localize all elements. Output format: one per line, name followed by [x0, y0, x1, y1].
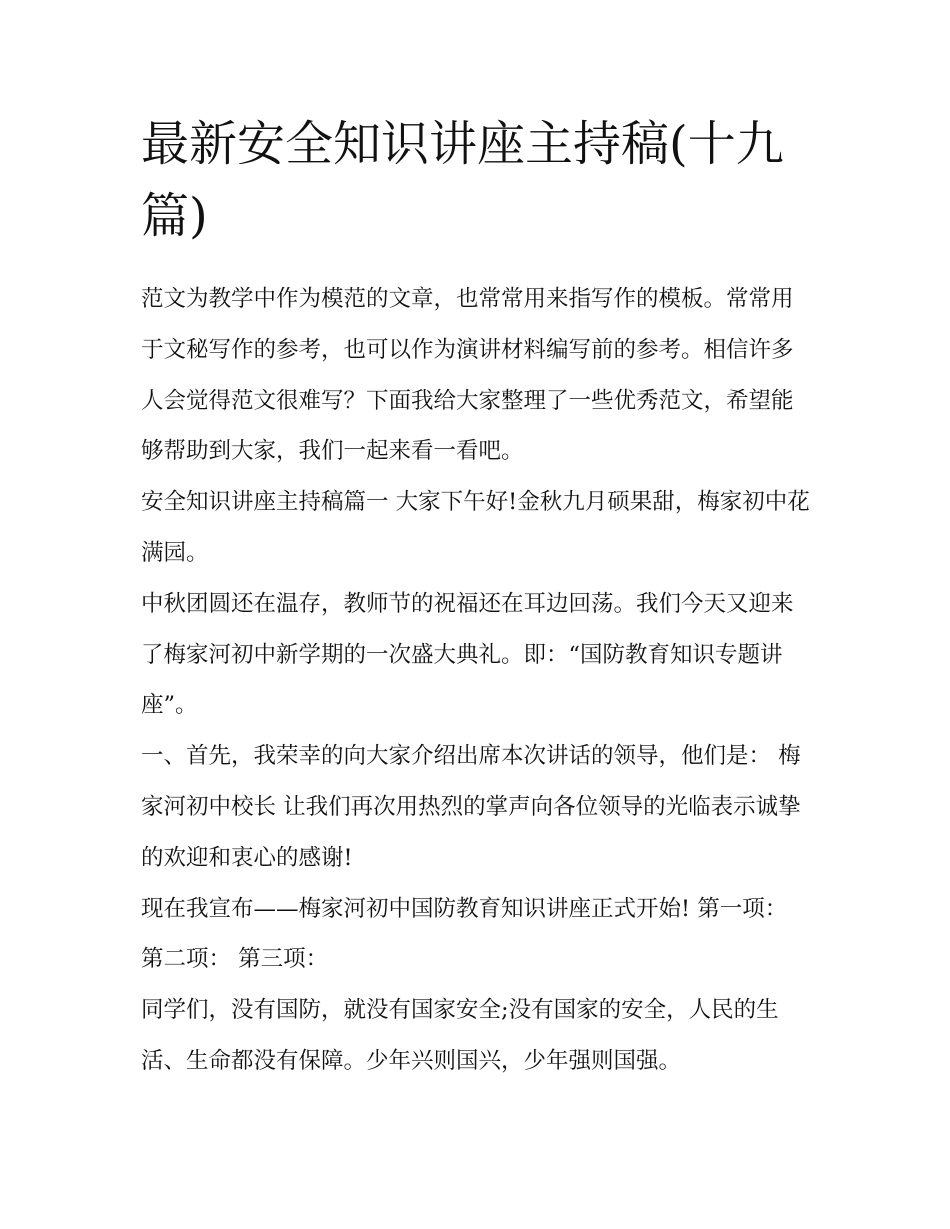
paragraph-greeting: 安全知识讲座主持稿篇一 大家下午好!金秋九月硕果甜，梅家初中花满园。 [141, 489, 810, 566]
document-title: 最新安全知识讲座主持稿(十九篇) [141, 116, 784, 244]
paragraph-occasion: 中秋团圆还在温存，教师节的祝福还在耳边回荡。我们今天又迎来了梅家河初中新学期的一次盛大典礼。即：“国防教育知识专题讲座”。 [141, 590, 794, 719]
paragraph-announcement: 现在我宣布——梅家河初中国防教育知识讲座正式开始! 第一项： 第二项： 第三项： [141, 895, 788, 973]
paragraph-national-defense: 同学们，没有国防，就没有国家安全;没有国家的安全，人民的生活、生命都没有保障。少年兴则国兴，少年强则国强。 [141, 997, 779, 1074]
paragraph-intro: 范文为教学中作为模范的文章，也常常用来指写作的模板。常常用于文秘写作的参考，也可以作为演讲材料编写前的参考。相信许多人会觉得范文很难写？下面我给大家整理了一些优秀范文，希望能够帮助到大家，我们一起来看一看吧。 [141, 286, 794, 465]
paragraph-introduce-leaders: 一、首先，我荣幸的向大家介绍出席本次讲话的领导，他们是： 梅家河初中校长 让我们再次用热烈的掌声向各位领导的光临表示诚挚的欢迎和衷心的感谢! [141, 743, 801, 871]
document-body [141, 274, 811, 1087]
